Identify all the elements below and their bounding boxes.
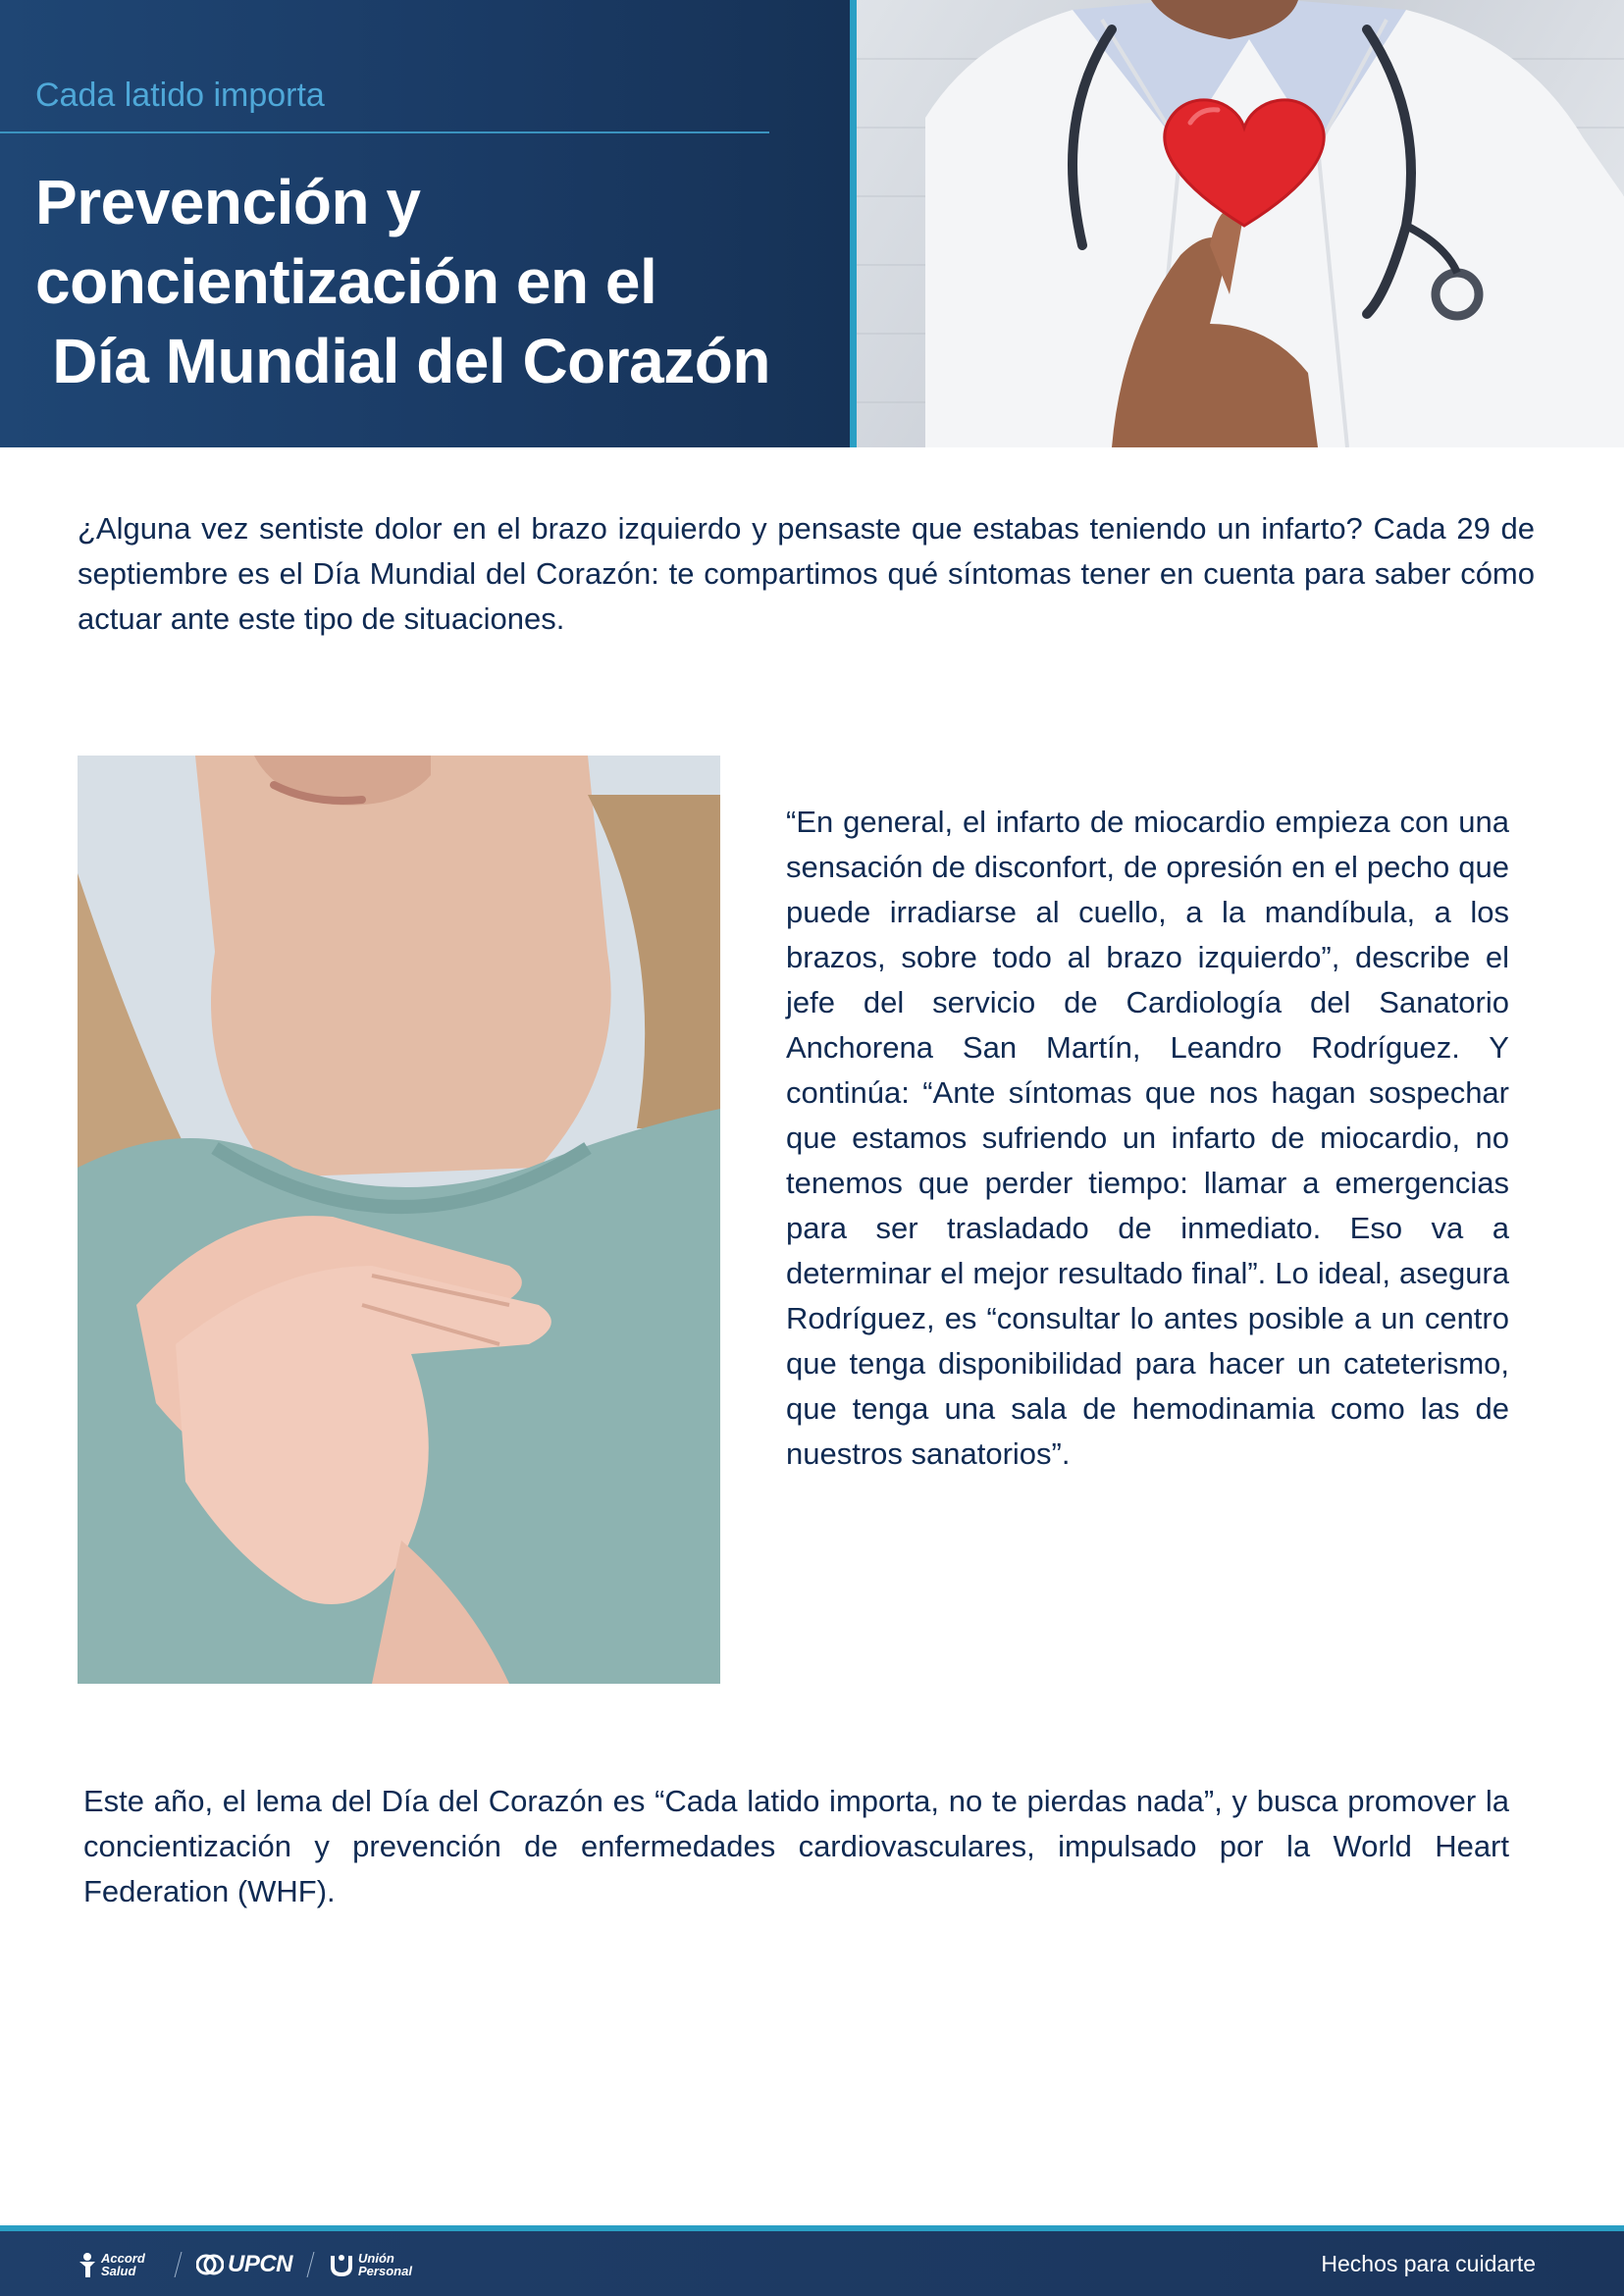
woman-hands-on-chest-photo [78,756,720,1684]
upcn-emblem-icon [196,2253,224,2276]
page-title-line-1: Prevención y [35,167,421,237]
doctor-heart-illustration [857,0,1624,447]
union-personal-emblem-icon [329,2252,354,2277]
doctor-holding-heart-photo [857,0,1624,447]
cardiologist-quote: “En general, el infarto de miocardio empieza con una sensación de disconfort, de opresión en el pecho que puede irradiarse al cuello, a la mandíbula, a los brazos, sobre todo al brazo izquierdo”, describe el jefe del servicio de Cardiología del Sanatorio Anchorena San Martín, Leandro Rodríguez. Y continúa: “Ante síntomas que nos hagan sospechar que estamos sufriendo un infarto de miocardio, no tenemos que perder tiempo: llamar a emergencias para ser trasladado de inmediato. Eso va a determinar el mejor resultado final”. Lo ideal, asegura Rodríguez, es “consultar lo antes posible a un centro que tenga disponibilidad para hacer un cateterismo, que tenga una sala de hemodinamia como las de nuestros sanatorios”. [786,805,1509,1471]
union-logo-word-1: Unión [358,2251,394,2266]
union-personal-logo [329,2252,417,2277]
header-banner [0,0,1624,447]
kicker-divider [0,131,769,133]
partner-logos [78,2245,417,2284]
logo-separator [307,2252,315,2277]
intro-paragraph: ¿Alguna vez sentiste dolor en el brazo izquierdo y pensaste que estabas teniendo un infarto? Cada 29 de septiembre es el Día Mundial del Corazón: te compartimos qué síntomas tener en cuenta para saber cómo actuar ante este tipo de situaciones. [78,511,1535,636]
footer-bar [0,2231,1624,2296]
union-logo-word-2: Personal [358,2264,412,2278]
page-title-line-2: concientización en el [35,246,657,317]
upcn-logo-text: UPCN [228,2251,293,2277]
page-title-line-3: Día Mundial del Corazón [35,326,770,396]
logo-separator [175,2252,183,2277]
accord-salud-logo [78,2252,160,2277]
accord-person-icon [78,2252,97,2277]
header-kicker: Cada latido importa [35,77,325,114]
header-accent-stripe [850,0,857,447]
header-title-panel [0,0,850,447]
accord-logo-word-2: Salud [101,2264,136,2278]
accord-logo-word-1: Accord [101,2251,145,2266]
footer-tagline: Hechos para cuidarte [1321,2251,1536,2276]
page-title [35,163,840,401]
closing-paragraph: Este año, el lema del Día del Corazón es “Cada latido importa, no te pierdas nada”, y busca promover la concientización y prevención de enfermedades cardiovasculares, impulsado por la World Heart Federation (WHF). [83,1784,1509,1908]
upcn-logo [196,2251,292,2278]
chest-pain-illustration [78,756,720,1684]
